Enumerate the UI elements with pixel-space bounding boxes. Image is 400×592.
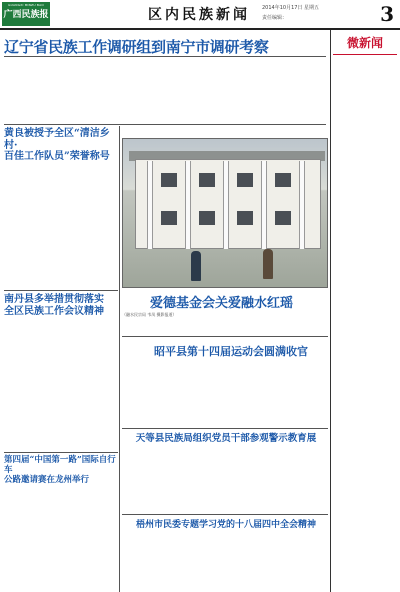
photo-credit: （融水民宗局 韦凤 摄影报道） bbox=[122, 312, 177, 317]
tiandeng-headline: 天等县民族局组织党员干部参观警示教育展 bbox=[135, 433, 317, 444]
zhaoping-body-col1 bbox=[122, 364, 224, 424]
person-figure bbox=[191, 251, 201, 281]
photo-caption bbox=[122, 312, 328, 318]
tiandeng-body-col1 bbox=[122, 450, 224, 510]
lead-body-col3 bbox=[222, 58, 326, 122]
micro-news-title: 微新闻 bbox=[346, 36, 383, 50]
china-cup-body bbox=[4, 482, 116, 588]
pillar-shape bbox=[299, 161, 305, 249]
logo-subtitle: GUANGXI MINZU BAO bbox=[8, 3, 44, 7]
window-shape bbox=[199, 211, 215, 225]
huangliang-headline-line1: 黄良被授予全区“清洁乡村· bbox=[4, 128, 110, 151]
window-shape bbox=[237, 173, 253, 187]
divider bbox=[122, 428, 328, 429]
window-shape bbox=[275, 211, 291, 225]
zhaoping-headline: 昭平县第十四届运动会圆满收官 bbox=[154, 345, 308, 358]
divider bbox=[4, 124, 326, 125]
divider bbox=[4, 452, 118, 453]
nanshan-body bbox=[4, 322, 116, 446]
china-cup-headline-line1: 第四届“中国第一路”国际自行车 bbox=[4, 455, 116, 475]
person-figure bbox=[263, 249, 273, 279]
wuzhou-headline: 梧州市民委专题学习党的十八届四中全会精神 bbox=[135, 520, 316, 530]
micro-news-body bbox=[333, 58, 397, 588]
micro-news-rule bbox=[333, 54, 397, 55]
china-cup-headline-line2: 公路邀请赛在龙州举行 bbox=[4, 474, 90, 485]
news-photo bbox=[122, 138, 328, 288]
newspaper-logo bbox=[2, 2, 50, 26]
wuzhou-body-col1 bbox=[122, 536, 224, 590]
masthead bbox=[0, 0, 400, 30]
divider bbox=[4, 290, 118, 291]
divider bbox=[122, 336, 328, 337]
pillar-shape bbox=[261, 161, 267, 249]
window-shape bbox=[237, 211, 253, 225]
column-divider bbox=[119, 126, 120, 592]
pillar-shape bbox=[147, 161, 153, 249]
window-shape bbox=[275, 173, 291, 187]
divider bbox=[4, 56, 326, 57]
window-shape bbox=[199, 173, 215, 187]
lead-body-col1 bbox=[4, 58, 116, 122]
logo-title: 广西民族报 bbox=[3, 10, 49, 20]
lead-headline: 辽宁省民族工作调研组到南宁市调研考察 bbox=[4, 38, 269, 56]
nanshan-headline bbox=[4, 294, 116, 317]
china-cup-headline bbox=[4, 456, 118, 485]
photo-headline: 爱德基金会关爱融水红瑶 bbox=[150, 296, 294, 311]
window-shape bbox=[161, 173, 177, 187]
wuzhou-body-col2 bbox=[226, 536, 328, 590]
issue-date: 2014年10月17日 星期五 bbox=[262, 5, 320, 11]
pillar-shape bbox=[223, 161, 229, 249]
nanshan-headline-line2: 全区民族工作会议精神 bbox=[4, 305, 104, 317]
tiandeng-body-col2 bbox=[226, 450, 328, 510]
page-number: 3 bbox=[380, 2, 394, 26]
nanshan-headline-line1: 南丹县多举措贯彻落实 bbox=[4, 294, 104, 305]
section-title: 区内民族新闻 bbox=[148, 7, 250, 23]
huangliang-body bbox=[4, 156, 116, 276]
zhaoping-body-col2 bbox=[226, 364, 328, 424]
divider bbox=[122, 514, 328, 515]
window-shape bbox=[161, 211, 177, 225]
lead-body-col2 bbox=[119, 58, 219, 122]
pillar-shape bbox=[185, 161, 191, 249]
editor-credit: 责任编辑： bbox=[262, 15, 288, 21]
huangliang-headline-line2: 百佳工作队员”荣誉称号 bbox=[4, 151, 110, 162]
